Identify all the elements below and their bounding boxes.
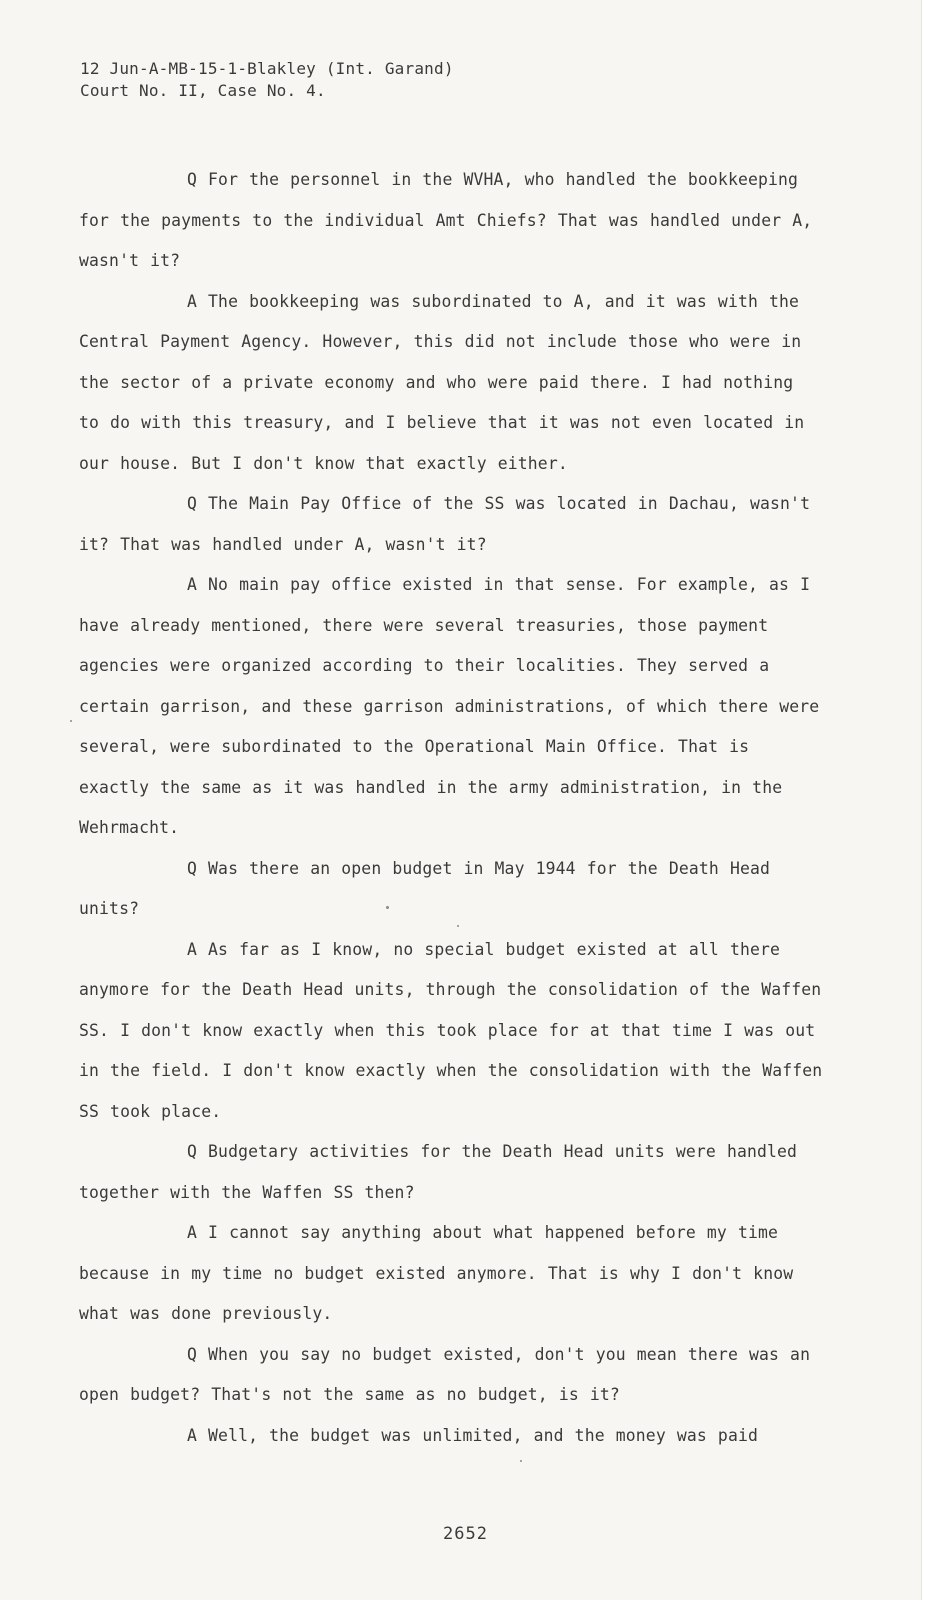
- document-header: [80, 58, 454, 102]
- header-case-reference: 12 Jun-A-MB-15-1-Blakley (Int. Garand): [80, 59, 454, 78]
- answer-paragraph: A Well, the budget was unlimited, and the money was paid: [187, 1425, 759, 1445]
- question-paragraph: Q Was there an open budget in May 1944 for the Death Head units?: [79, 858, 771, 918]
- header-court-case: Court No. II, Case No. 4.: [80, 81, 326, 100]
- answer-paragraph: A The bookkeeping was subordinated to A, and it was with the Central Payment Agency. However, this did not include those who were in the sector of a private economy and who were paid there. I had nothing to do with this treasury, and I believe that it was not even located in our house. But I don't know that exactly either.: [79, 291, 805, 473]
- question-paragraph: Q The Main Pay Office of the SS was located in Dachau, wasn't it? That was handled under A, wasn't it?: [79, 494, 811, 554]
- paper-speck: [70, 720, 72, 722]
- page-edge: [921, 0, 931, 1600]
- answer-paragraph: A As far as I know, no special budget existed at all there anymore for the Death Head units, through the consolidation of the Waffen SS. I don't know exactly when this took place for at that time I was out in the field. I don't know exactly when the consolidation with the Waffen SS took place.: [79, 939, 823, 1121]
- paper-speck: [520, 1460, 522, 1462]
- paper-speck: [386, 906, 389, 909]
- answer-paragraph: A No main pay office existed in that sense. For example, as I have already mentioned, there were several treasuries, those payment agencies were organized according to their localities. They served a certain garrison, and these garrison administrations, of which there were several, were subordinated to the Operational Main Office. That is exactly the same as it was handled in the army administration, in the Wehrmacht.: [79, 575, 820, 837]
- paper-speck: [457, 925, 459, 927]
- transcript-body: [79, 160, 824, 1456]
- answer-paragraph: A I cannot say anything about what happened before my time because in my time no budget existed anymore. That is why I don't know what was done previously.: [79, 1223, 794, 1323]
- question-paragraph: Q For the personnel in the WVHA, who handled the bookkeeping for the payments to the individual Amt Chiefs? That was handled under A, wasn't it?: [79, 170, 813, 270]
- question-paragraph: Q When you say no budget existed, don't you mean there was an open budget? That's not the same as no budget, is it?: [79, 1344, 811, 1404]
- page-number: 2652: [443, 1524, 488, 1544]
- question-paragraph: Q Budgetary activities for the Death Head units were handled together with the Waffen SS then?: [79, 1142, 798, 1202]
